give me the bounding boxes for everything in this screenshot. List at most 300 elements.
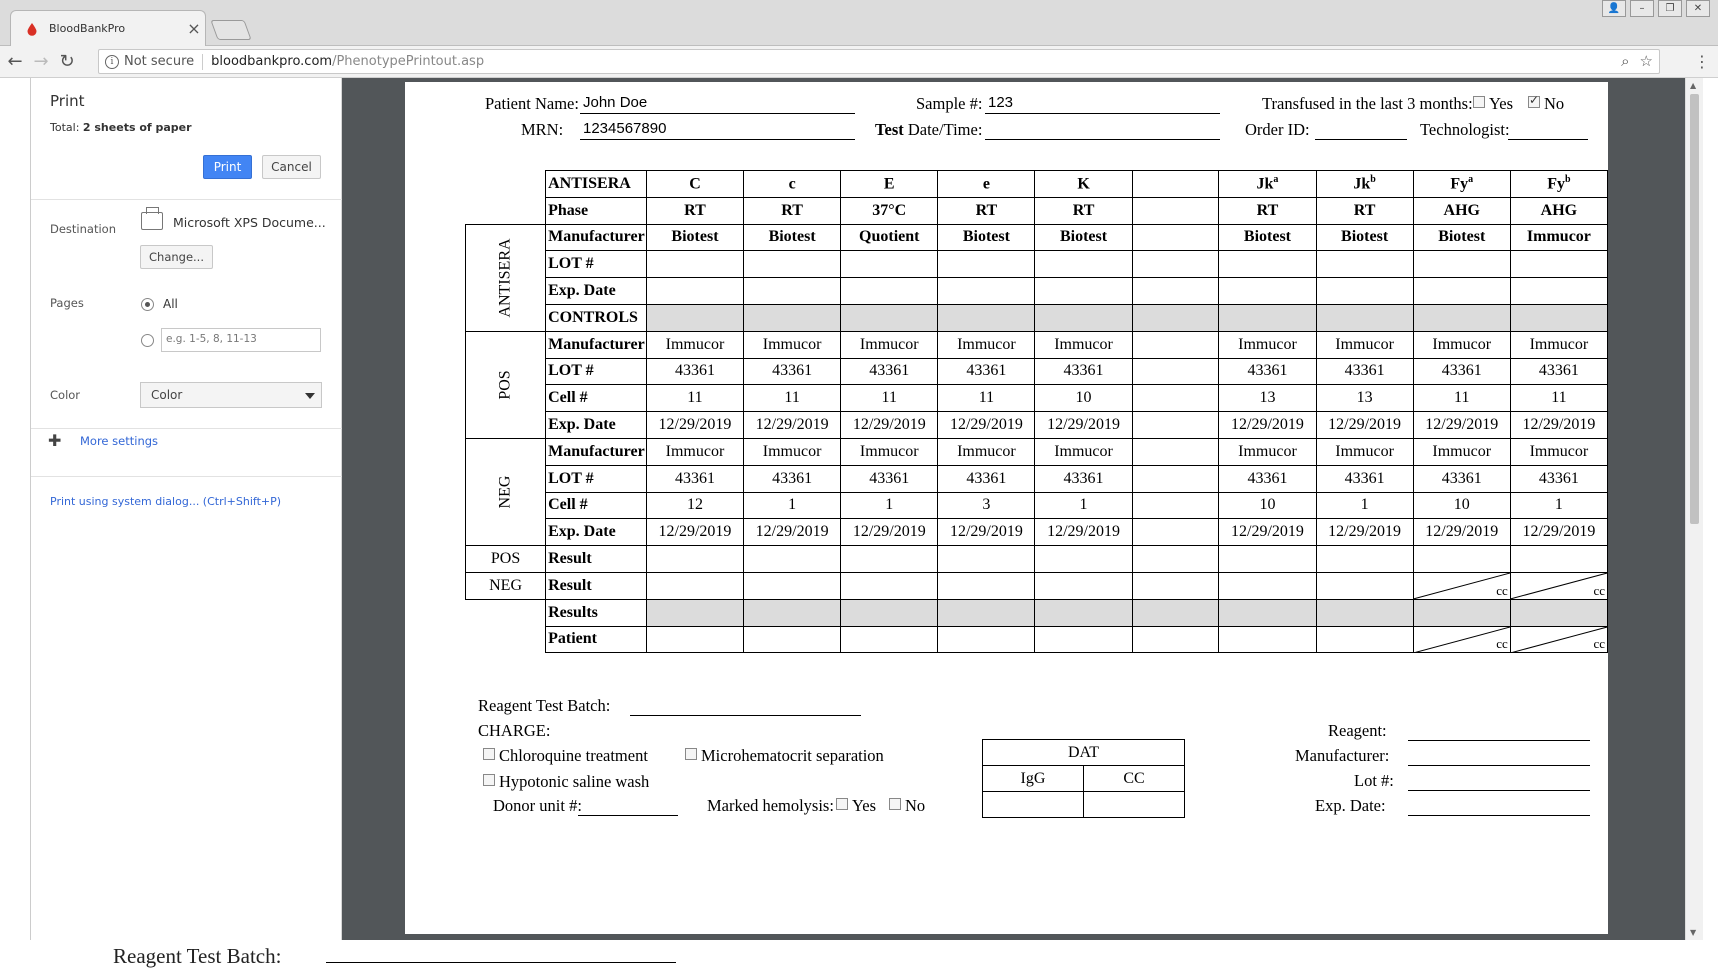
column-header: E xyxy=(883,175,895,193)
table-cell xyxy=(646,251,743,278)
row-header: Phase xyxy=(546,197,647,224)
table-cell: Biotest xyxy=(744,224,841,251)
row-header: Result xyxy=(546,546,647,573)
reload-icon[interactable]: ↻ xyxy=(59,51,75,72)
test-datetime-label xyxy=(875,120,982,140)
table-cell xyxy=(1219,251,1316,278)
table-cell: Biotest xyxy=(1219,224,1316,251)
table-row xyxy=(466,465,1608,492)
address-bar[interactable] xyxy=(98,49,1660,74)
forward-icon[interactable]: → xyxy=(33,51,49,72)
yes-label: Yes xyxy=(852,796,877,815)
table-cell xyxy=(1413,546,1510,573)
antisera-side-label xyxy=(466,224,546,331)
transfused-no xyxy=(1528,94,1564,114)
table-cell xyxy=(1413,626,1510,653)
table-cell xyxy=(1219,626,1316,653)
technologist-label: Technologist: xyxy=(1420,120,1510,139)
transfused-label: Transfused in the last 3 months: xyxy=(1262,94,1473,113)
table-cell: Immucor xyxy=(1510,438,1607,465)
column-sup: a xyxy=(1273,174,1279,186)
table-row xyxy=(466,546,1608,573)
table-cell xyxy=(646,171,743,198)
donor-unit-field xyxy=(578,796,678,816)
table-cell: 43361 xyxy=(938,465,1035,492)
table-cell xyxy=(1035,599,1132,626)
table-cell: 12/29/2019 xyxy=(744,519,841,546)
row-header: Exp. Date xyxy=(546,278,647,305)
table-cell xyxy=(646,572,743,599)
table-cell xyxy=(841,304,938,331)
order-id-field xyxy=(1315,120,1407,140)
checkbox-icon[interactable] xyxy=(836,798,848,810)
table-cell: 1 xyxy=(744,492,841,519)
table-cell xyxy=(1132,197,1219,224)
table-cell: 43361 xyxy=(841,358,938,385)
hypotonic-option xyxy=(483,772,649,792)
datetime-text: Date/Time: xyxy=(903,120,983,139)
table-cell: 37°C xyxy=(841,197,938,224)
table-cell: 1 xyxy=(1510,492,1607,519)
table-cell xyxy=(1132,465,1219,492)
mrn-value: 1234567890 xyxy=(580,120,855,140)
table-cell: 11 xyxy=(841,385,938,412)
table-cell: 13 xyxy=(1219,385,1316,412)
table-cell: 12/29/2019 xyxy=(1219,519,1316,546)
table-cell xyxy=(938,546,1035,573)
reagent-batch-label: Reagent Test Batch: xyxy=(478,696,611,715)
table-cell xyxy=(646,304,743,331)
table-cell: 43361 xyxy=(1035,465,1132,492)
row-header: Exp. Date xyxy=(546,519,647,546)
info-icon[interactable]: i xyxy=(105,55,119,69)
table-row xyxy=(466,599,1608,626)
window-controls xyxy=(1602,0,1710,17)
table-cell xyxy=(1219,572,1316,599)
neg-side-label xyxy=(466,438,546,545)
table-cell xyxy=(744,304,841,331)
print-title: Print xyxy=(50,92,85,110)
table-cell: Immucor xyxy=(841,331,938,358)
table-cell: Immucor xyxy=(938,438,1035,465)
microhematocrit-option xyxy=(685,746,884,766)
row-header: LOT # xyxy=(546,358,647,385)
url-host: bloodbankpro.com xyxy=(211,54,333,69)
table-cell: RT xyxy=(744,197,841,224)
pos-result-side: POS xyxy=(466,546,546,573)
table-cell: 12/29/2019 xyxy=(1219,412,1316,439)
row-header: Cell # xyxy=(546,385,647,412)
table-cell xyxy=(1219,599,1316,626)
column-sup: a xyxy=(1468,174,1474,186)
table-cell xyxy=(1132,358,1219,385)
table-cell: 43361 xyxy=(841,465,938,492)
chloroquine-option xyxy=(483,746,648,766)
manufacturer-label: Manufacturer: xyxy=(1295,746,1390,765)
color-select[interactable] xyxy=(140,382,322,408)
table-cell xyxy=(938,626,1035,653)
table-row xyxy=(466,412,1608,439)
table-cell xyxy=(1132,438,1219,465)
table-cell: 12/29/2019 xyxy=(1316,412,1413,439)
table-cell xyxy=(1132,224,1219,251)
table-cell xyxy=(841,572,938,599)
lot-field xyxy=(1408,771,1590,791)
browser-toolbar xyxy=(0,46,1718,78)
cancel-button[interactable]: Cancel xyxy=(262,155,321,179)
underlying-page-strip xyxy=(0,940,1718,970)
table-cell: Immucor xyxy=(1219,438,1316,465)
table-cell: 43361 xyxy=(646,465,743,492)
patient-name-label: Patient Name: xyxy=(485,94,579,113)
table-cell: Immucor xyxy=(646,331,743,358)
table-cell: 43361 xyxy=(1316,358,1413,385)
underlying-reagent-batch-label: Reagent Test Batch: xyxy=(113,944,282,968)
blood-drop-icon xyxy=(25,22,39,36)
table-cell: 12/29/2019 xyxy=(841,519,938,546)
table-cell: 3 xyxy=(938,492,1035,519)
table-cell: 11 xyxy=(646,385,743,412)
column-header: Fy xyxy=(1450,175,1469,193)
cc-label: cc xyxy=(1496,636,1508,652)
table-cell: Immucor xyxy=(1510,331,1607,358)
table-cell: AHG xyxy=(1413,197,1510,224)
column-header: e xyxy=(982,175,990,193)
pages-all-radio[interactable] xyxy=(141,298,154,311)
table-cell xyxy=(1132,278,1219,305)
total-label: Total: xyxy=(50,121,80,134)
table-cell: 10 xyxy=(1219,492,1316,519)
table-cell xyxy=(1035,171,1132,198)
table-cell xyxy=(1413,304,1510,331)
cc-cell xyxy=(1084,792,1185,818)
table-cell: Immucor xyxy=(1035,331,1132,358)
table-cell xyxy=(1132,492,1219,519)
empty-side xyxy=(466,197,546,224)
table-cell: Biotest xyxy=(1316,224,1413,251)
column-header: C xyxy=(689,175,701,193)
table-cell xyxy=(1510,304,1607,331)
igg-header: IgG xyxy=(983,766,1084,792)
table-cell: Quotient xyxy=(841,224,938,251)
row-header: Patient xyxy=(546,626,647,653)
antisera-side-label-text: ANTISERA xyxy=(496,238,514,318)
cc-label: cc xyxy=(1593,582,1605,598)
table-cell: 43361 xyxy=(1413,465,1510,492)
divider xyxy=(31,199,342,200)
table-cell xyxy=(841,546,938,573)
empty-side xyxy=(466,626,546,653)
minimize-icon[interactable]: – xyxy=(1630,0,1654,17)
column-header: K xyxy=(1077,175,1090,193)
user-icon[interactable]: 👤 xyxy=(1602,0,1626,17)
system-dialog-link[interactable]: Print using system dialog... (Ctrl+Shift+P) xyxy=(50,495,282,508)
table-cell xyxy=(1316,251,1413,278)
security-label: Not secure xyxy=(124,54,195,69)
color-label: Color xyxy=(50,388,81,402)
table-cell xyxy=(938,572,1035,599)
print-button[interactable]: Print xyxy=(203,155,252,179)
divider xyxy=(31,428,342,429)
table-cell: Immucor xyxy=(1510,224,1607,251)
table-cell: 43361 xyxy=(1219,465,1316,492)
back-icon[interactable]: ← xyxy=(7,51,23,72)
table-cell: 43361 xyxy=(646,358,743,385)
pages-range-radio[interactable] xyxy=(141,334,154,347)
dat-header: DAT xyxy=(983,740,1185,766)
scrollbar-thumb[interactable] xyxy=(1690,94,1699,524)
yes-label: Yes xyxy=(1489,94,1514,113)
table-cell xyxy=(1510,599,1607,626)
table-cell: Immucor xyxy=(744,438,841,465)
table-cell xyxy=(1316,304,1413,331)
close-window-icon[interactable]: ✕ xyxy=(1686,0,1710,17)
table-cell: 43361 xyxy=(744,465,841,492)
table-cell xyxy=(1316,546,1413,573)
column-header: Jk xyxy=(1256,175,1274,193)
table-cell xyxy=(744,599,841,626)
table-cell xyxy=(938,251,1035,278)
scroll-down-icon[interactable]: ▼ xyxy=(1690,928,1697,937)
menu-icon[interactable]: ⋮ xyxy=(1694,52,1710,71)
table-cell: 43361 xyxy=(1510,465,1607,492)
zoom-icon[interactable]: ⌕ xyxy=(1621,52,1630,70)
table-cell: 12/29/2019 xyxy=(646,519,743,546)
checkbox-icon[interactable] xyxy=(889,798,901,810)
close-tab-icon[interactable]: × xyxy=(187,19,201,38)
checkbox-icon[interactable] xyxy=(483,774,495,786)
preview-scrollbar[interactable] xyxy=(1685,78,1703,940)
table-row xyxy=(466,224,1608,251)
table-cell: 12/29/2019 xyxy=(646,412,743,439)
table-cell xyxy=(841,626,938,653)
table-cell: 10 xyxy=(1035,385,1132,412)
row-header: Manufacturer xyxy=(546,438,647,465)
order-id-label: Order ID: xyxy=(1245,120,1310,139)
table-cell xyxy=(1510,278,1607,305)
table-cell: 12/29/2019 xyxy=(1035,519,1132,546)
row-header: Manufacturer xyxy=(546,224,647,251)
table-cell xyxy=(744,546,841,573)
mrn-label: MRN: xyxy=(521,120,564,139)
table-cell: 43361 xyxy=(938,358,1035,385)
restore-icon[interactable]: ❐ xyxy=(1658,0,1682,17)
table-cell xyxy=(1132,572,1219,599)
table-cell xyxy=(1510,572,1607,599)
table-cell xyxy=(1035,278,1132,305)
table-cell xyxy=(938,304,1035,331)
total-value: 2 sheets of paper xyxy=(82,121,192,134)
table-cell xyxy=(1219,304,1316,331)
table-cell xyxy=(1035,546,1132,573)
checkbox-icon[interactable] xyxy=(1473,96,1485,108)
table-cell xyxy=(744,572,841,599)
table-cell: Immucor xyxy=(1035,438,1132,465)
exp-date-label: Exp. Date: xyxy=(1315,796,1386,815)
table-cell xyxy=(841,599,938,626)
table-cell: 12/29/2019 xyxy=(841,412,938,439)
table-cell: Immucor xyxy=(1413,331,1510,358)
table-cell xyxy=(1316,626,1413,653)
table-cell: Biotest xyxy=(938,224,1035,251)
reagent-label: Reagent: xyxy=(1328,721,1387,740)
table-cell xyxy=(1035,304,1132,331)
table-cell xyxy=(1510,171,1607,198)
table-row xyxy=(466,626,1608,653)
row-header: LOT # xyxy=(546,251,647,278)
new-tab-button[interactable] xyxy=(210,20,251,40)
table-cell: 12/29/2019 xyxy=(1316,519,1413,546)
table-cell xyxy=(1510,626,1607,653)
table-cell xyxy=(1132,546,1219,573)
table-cell: 12/29/2019 xyxy=(1035,412,1132,439)
table-cell: 1 xyxy=(1035,492,1132,519)
table-cell: RT xyxy=(1316,197,1413,224)
table-cell xyxy=(1132,251,1219,278)
table-cell: Biotest xyxy=(646,224,743,251)
table-cell: Immucor xyxy=(646,438,743,465)
empty-side xyxy=(466,171,546,198)
table-row xyxy=(466,171,1608,198)
color-value: Color xyxy=(151,388,183,402)
row-header: Cell # xyxy=(546,492,647,519)
table-cell xyxy=(744,251,841,278)
pos-side-label xyxy=(466,331,546,438)
table-row xyxy=(466,304,1608,331)
cc-label: cc xyxy=(1496,582,1508,598)
table-cell xyxy=(1413,251,1510,278)
table-cell: 13 xyxy=(1316,385,1413,412)
table-cell: Immucor xyxy=(1316,438,1413,465)
test-datetime-field xyxy=(985,120,1220,140)
table-row xyxy=(466,278,1608,305)
table-cell xyxy=(646,599,743,626)
table-cell xyxy=(1035,626,1132,653)
row-header: ANTISERA xyxy=(546,171,647,198)
print-settings-panel xyxy=(30,78,342,940)
table-cell xyxy=(1510,546,1607,573)
checkbox-icon[interactable] xyxy=(483,748,495,760)
table-cell xyxy=(1316,599,1413,626)
table-cell xyxy=(938,171,1035,198)
column-header: Jk xyxy=(1353,175,1371,193)
more-settings-link[interactable]: More settings xyxy=(80,434,159,448)
table-cell xyxy=(1219,546,1316,573)
hemolysis-label: Marked hemolysis: xyxy=(707,796,834,815)
table-row xyxy=(466,385,1608,412)
destination-name: Microsoft XPS Docume... xyxy=(173,215,326,230)
table-cell: 43361 xyxy=(1219,358,1316,385)
table-cell: 43361 xyxy=(1316,465,1413,492)
table-cell xyxy=(1413,572,1510,599)
dat-table xyxy=(982,739,1185,818)
checked-checkbox-icon[interactable] xyxy=(1528,96,1540,108)
address-separator xyxy=(202,54,203,70)
table-cell xyxy=(1132,412,1219,439)
plus-icon[interactable]: ✚ xyxy=(48,431,62,450)
table-cell xyxy=(1219,171,1316,198)
browser-tab[interactable] xyxy=(10,10,206,46)
table-cell xyxy=(646,278,743,305)
table-cell: 12/29/2019 xyxy=(938,412,1035,439)
row-header: Manufacturer xyxy=(546,331,647,358)
table-cell: 11 xyxy=(938,385,1035,412)
table-cell: 12/29/2019 xyxy=(1413,519,1510,546)
no-label: No xyxy=(905,796,926,815)
row-header: Exp. Date xyxy=(546,412,647,439)
table-cell: RT xyxy=(1035,197,1132,224)
table-cell xyxy=(744,171,841,198)
table-cell xyxy=(938,278,1035,305)
table-cell: Immucor xyxy=(841,438,938,465)
table-cell xyxy=(1132,331,1219,358)
table-cell: 12/29/2019 xyxy=(1510,519,1607,546)
bookmark-star-icon[interactable]: ☆ xyxy=(1639,52,1653,70)
table-cell xyxy=(1132,304,1219,331)
table-cell: 43361 xyxy=(1035,358,1132,385)
chloroquine-label: Chloroquine treatment xyxy=(499,746,648,765)
empty-side xyxy=(466,599,546,626)
table-cell: Immucor xyxy=(1413,438,1510,465)
neg-side-label-text: NEG xyxy=(496,475,514,509)
charge-label: CHARGE: xyxy=(478,721,551,740)
phenotype-table xyxy=(465,170,1608,653)
table-cell xyxy=(1035,251,1132,278)
table-cell: AHG xyxy=(1510,197,1607,224)
checkbox-icon[interactable] xyxy=(685,748,697,760)
table-cell: 1 xyxy=(1316,492,1413,519)
donor-unit-label: Donor unit #: xyxy=(493,796,582,815)
url-path: /PhenotypePrintout.asp xyxy=(332,54,485,69)
transfused-yes xyxy=(1473,94,1513,114)
column-header: Fy xyxy=(1547,175,1566,193)
table-cell: Immucor xyxy=(744,331,841,358)
table-row xyxy=(466,251,1608,278)
table-row xyxy=(466,492,1608,519)
table-row xyxy=(466,572,1608,599)
column-sup: b xyxy=(1370,174,1376,186)
table-cell: Immucor xyxy=(938,331,1035,358)
scroll-up-icon[interactable]: ▲ xyxy=(1690,81,1697,90)
igg-cell xyxy=(983,792,1084,818)
table-cell: 12/29/2019 xyxy=(744,412,841,439)
table-row xyxy=(466,197,1608,224)
table-row xyxy=(466,438,1608,465)
print-total xyxy=(50,121,192,134)
hemolysis-yes xyxy=(836,796,876,816)
table-cell: 12 xyxy=(646,492,743,519)
preview-page xyxy=(405,82,1608,934)
table-cell: Immucor xyxy=(1219,331,1316,358)
table-cell xyxy=(744,278,841,305)
table-row xyxy=(466,358,1608,385)
table-cell xyxy=(1132,385,1219,412)
pages-range-input[interactable]: e.g. 1-5, 8, 11-13 xyxy=(161,328,321,352)
table-cell: RT xyxy=(646,197,743,224)
change-destination-button[interactable]: Change... xyxy=(140,245,213,269)
table-cell xyxy=(1316,171,1413,198)
table-cell: Immucor xyxy=(1316,331,1413,358)
tab-strip xyxy=(0,0,1718,46)
no-label: No xyxy=(1544,94,1565,113)
table-cell xyxy=(1132,599,1219,626)
tab-title: BloodBankPro xyxy=(49,22,126,35)
column-header: c xyxy=(788,175,796,193)
printer-icon xyxy=(141,212,163,230)
reagent-batch-field xyxy=(630,696,861,716)
table-cell xyxy=(938,599,1035,626)
pages-label: Pages xyxy=(50,296,84,310)
